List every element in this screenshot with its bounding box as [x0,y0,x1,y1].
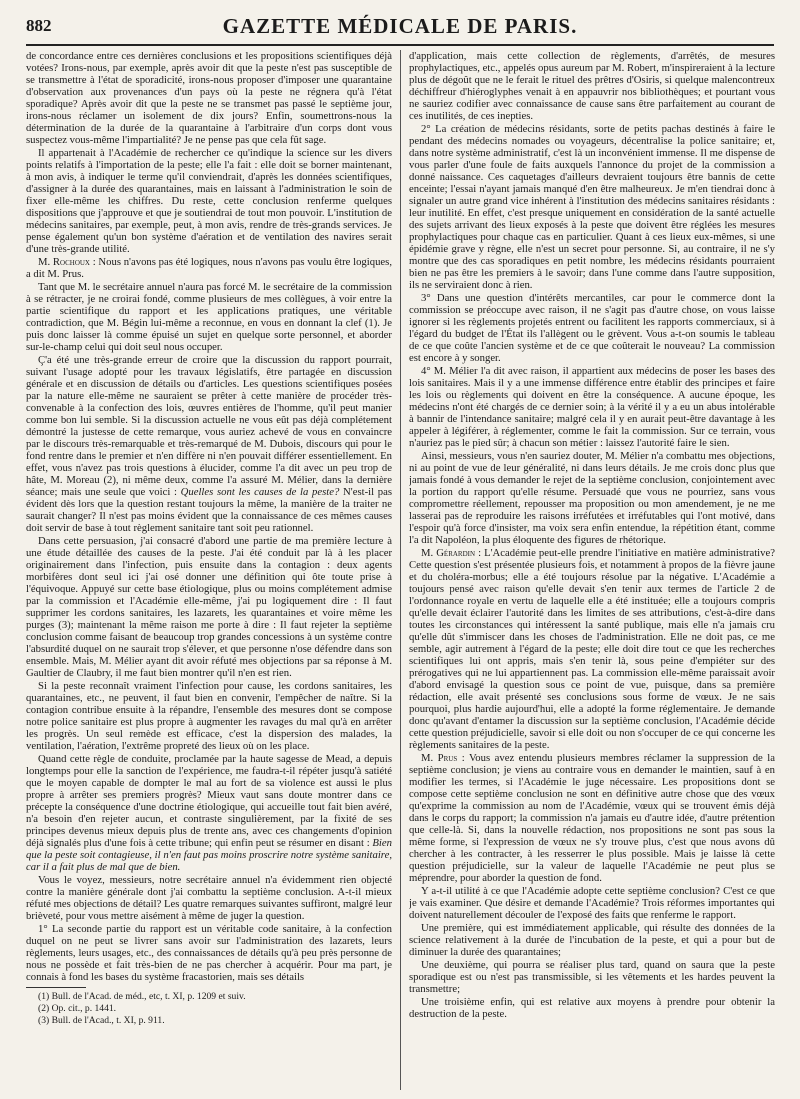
header-rule [26,44,774,46]
footnote: (1) Bull. de l'Acad. de méd., etc, t. XI, p. 1209 et suiv. [38,991,246,1002]
paragraph: Dans cette persuasion, j'ai consacré d'abord une partie de ma première lecture à une étude détaillée des causes de la peste. J'ai été conduit par là à les placer originairement dans l'infection, puis ensuite dans la contagion : deux agents morbifères dont seul ici j'ai osé donner une définition qui ôte toute prise à l'équivoque. Appuyé sur cette base étiologique, plus ou moins complétement admise par la commission et l'Académie elle-même, j'ai pu logiquement dire : Il faut supprimer les cordons sanitaires, les lazarets, les quarantaines et voire même les purges (3); maintenant la même raison me porte à dire : Il faut rejeter la septième conclusion comme faisant de beaucoup trop grandes concessions à un système contre l'absurdité duquel on ne saurait trop s'élever, et que personne n'ose défendre dans son ensemble. Mais, M. Mélier ayant dit avoir réfuté mes objections par sa réponse à M. Gaultier de Claubry, il me faut bien montrer qu'il n'en est rien. [26,535,392,679]
left-column [26,50,392,1090]
paragraph: Il appartenait à l'Académie de rechercher ce qu'indique la science sur les divers points relatifs à l'importation de la peste; elle l'a fait : elle doit se borner maintenant, à mon avis, à indiquer le terme qu'il conviendrait, d'après les données scientifiques, d'assigner à la durée des quarantaines, mais en laissant à l'administration le soin de fixer elle-même les chiffres. Du reste, cette conclusion renferme quelques dispositions que j'approuve et que je soutiendrai de tout mon pouvoir. L'institution de médecins sanitaires, par exemple, peut, à mon avis, rendre de très-grands services. Je pense également qu'un bon système d'aération et de ventilation des navires serait d'une très-grande utilité. [26,147,392,255]
paragraph: Ainsi, messieurs, vous n'en sauriez douter, M. Mélier n'a combattu mes objections, ni au point de vue de leur généralité, ni dans leurs détails. Je me crois donc plus que jamais fondé à vous demander le rejet de la septième conclusion, conjointement avec la portion du rapport qu'elle résume. Persuadé que vous ne pourriez, sans vous compromettre réellement, repousser ma proposition ou mon amendement, je ne me lasserai pas de reproduire les raisons irréfutées et irréfutables qui l'ont motivé, dans l'espoir qu'à force d'insister, ma voix sera enfin entendue, la répétition étant, comme l'a dit Napoléon, la plus éloquente des figures de rhétorique. [409,450,775,546]
paragraph: Une troisième enfin, qui est relative aux moyens à prendre pour obtenir la destruction de la peste. [409,996,775,1020]
paragraph: 3° Dans une question d'intérêts mercantiles, car pour le commerce dont la commission se préoccupe avec raison, il ne s'agit pas d'autre chose, on vous laisse ignorer si les règlements projetés entrent ou facilitent les rapports commerciaux, si à l'égard du budget de l'État ils l'allègent ou le grèvent. Vous a-t-on soumis le tableau de ce que coûte l'ancien système et de ce que coûterait le nouveau? La commission est encore à y songer. [409,292,775,364]
paragraph: Tant que M. le secrétaire annuel n'aura pas forcé M. le secrétaire de la commission à se rétracter, je ne croirai fondé, comme plusieurs de mes collègues, à voir entre la partie scientifique du rapport et les applications pratiques, une véritable contradiction, que M. Bégin lui-même a reconnue, en vous en donnant la clef (1). Je puis donc laisser là comme épuisé un sujet en quelque sorte personnel, et aborder sur-le-champ celui qui doit seul nous occuper. [26,281,392,353]
speaker-name: M. Rochoux [38,256,90,268]
italic-quote: Quelles sont les causes de la peste? [180,486,340,498]
paragraph: M. Gérardin : L'Académie peut-elle prendre l'initiative en matière administrative? Cette question s'est présentée plusieurs fois, et notamment à propos de la fièvre jaune et du choléra-morbus; elle a été toujours résolue par la négative. L'Académie a toujours pensé avec raison qu'elle devait s'en tenir aux termes de l'article 2 de l'ordonnance royale en vertu de laquelle elle a été instituée; elle a toujours compris qu'elle devait éclairer l'autorité dans les limites de ses attributions, c'est-à-dire dans toutes les circonstances qui intéressent la santé publique, mais elle n'a jamais cru qu'elle dût s'immiscer dans les choses de l'administration. Elle ne doit pas, ce me semble, agir autrement à l'égard de la peste; elle doit dire tout ce que les recherches scientifiques lui ont appris, mais s'en tenir là, sous peine d'empiéter sur des prérogatives qui ne lui appartiennent pas. La commission elle-même paraissait avoir d'abord envisagé la question sous ce point de vue, puisque, dans sa première rédaction, elle avait présenté ses conclusions sous forme de vœux. Je ne sais pourquoi, plus hardie aujourd'hui, elle a adopté la forme réglementaire. Je demande donc qu'avant d'entamer la discussion sur la septième conclusion, l'Académie décide cette question préjudicielle, savoir si elle doit ou non s'occuper de ce qui concerne les règlements sanitaires de la peste. [409,547,775,751]
paragraph: Une première, qui est immédiatement applicable, qui résulte des données de la science relativement à la durée de l'incubation de la peste, et qui a pour but de diminuer la durée des quarantaines; [409,922,775,958]
speaker-name: M. Gérardin [421,547,476,559]
footnote: (2) Op. cit., p. 1441. [38,1003,117,1014]
journal-title: GAZETTE MÉDICALE DE PARIS. [222,14,578,38]
column-divider [400,50,401,1090]
paragraph: Y a-t-il utilité à ce que l'Académie adopte cette septième conclusion? C'est ce que je vais examiner. Que désire et demande l'Académie? Trois réformes importantes qui doivent naturellement découler de l'exposé des faits que renferme le rapport. [409,885,775,921]
footnote: (3) Bull. de l'Acad., t. XI, p. 911. [38,1015,165,1026]
paragraph: de concordance entre ces dernières conclusions et les propositions scientifiques déjà votées? Irons-nous, par exemple, après avoir dit que la peste n'est pas susceptible de se transmettre à l'état de sporadicité, irons-nous proposer d'imposer une quarantaine d'observation aux provenances d'un pays où la peste ne régnera qu'à l'état sporadique? Après avoir dit que la peste ne se transmet pas passé le septième jour, irons-nous réclamer un isolement de dix jours? Enfin, soumettrons-nous la détermination de la durée de la quarantaine à l'arbitraire d'un corps dont vous suspectez vous-même l'impartialité? Je ne pense pas que cela fût sage. [26,50,392,146]
paragraph: d'application, mais cette collection de règlements, d'arrêtés, de mesures prophylactiques, etc., appelés opus aureum par M. Robert, m'inspireraient à la lecture plus de dégoût que ne le ferait le rituel des prêtres d'Osiris, si quelque malencontreux déchiffreur d'hiéroglyphes venait à en appauvrir nos bibliothèques; et pourtant vous ne sauriez codifier avec connaissance de cause sans être parfaitement au courant de ces inutilités, de ces inepties. [409,50,775,122]
speaker-name: M. Prus [421,752,458,764]
italic-quote: Bien que la peste soit contagieuse, il n'en faut pas moins proscrire notre système sanitaire, car il a fait plus de mal que de bien. [26,837,392,873]
paragraph: Quand cette règle de conduite, proclamée par la haute sagesse de Mead, a depuis longtemps pour elle la sanction de l'expérience, me faudra-t-il répéter jusqu'à satiété que le moyen capable de dompter le mal au fort de sa violence est aussi le plus propre à arrêter ses premiers progrès? Mieux vaut sans doute montrer dans ce précepte la conséquence d'une doctrine étiologique, qui accueille tout fait bien avéré, n'a besoin d'en rejeter aucun, et contraste singulièrement, par la fixité de ses principes devenus mieux depuis plus de trente ans, avec ces changements d'opinion déjà signalés plus d'une fois à cette tribune; qui enfin peut se résumer en disant : Bien que la peste soit contagieuse, il n'en faut pas moins proscrire notre système sanitaire, car il a fait plus de mal que de bien. [26,753,392,873]
paragraph: M. Prus : Vous avez entendu plusieurs membres réclamer la suppression de la septième conclusion; je viens au contraire vous en demander le maintien, sauf à en modifier les termes, si l'Académie le juge nécessaire. Les propositions dont se compose cette septième conclusion ne sont en définitive autre chose que des vœux qu'exprime la commission au nom de l'Académie, vœux qui se trouvent émis déjà dans le corps du rapport; la commission n'a jamais eu d'autre idée, d'autre prétention que celle-là. Si, dans la nouvelle rédaction, nos propositions ne sont pas sous la même forme, si l'expression de vœux ne s'y trouve plus, c'est que nous avons dû chercher à les contracter, à les resserrer le plus possible. Mais je laisse là cette question préjudicielle, sur la valeur de laquelle l'Académie ne peut plus se méprendre, pour aborder la question de fond. [409,752,775,884]
footnote-rule [26,987,86,988]
paragraph: Une deuxième, qui pourra se réaliser plus tard, quand on saura que la peste sporadique est ou n'est pas transmissible, si les vêtements et les hardes peuvent la transmettre; [409,959,775,995]
right-column [409,50,775,1090]
paragraph: Si la peste reconnaît vraiment l'infection pour cause, les cordons sanitaires, les quarantaines, etc., ne peuvent, il faut bien en convenir, l'empêcher de naître. Si la contagion contribue ensuite à la répandre, l'ensemble des mesures dont se compose notre police sanitaire est plus propre à augmenter les ravages du mal qu'à en arrêter les progrès. Un seul remède est efficace, c'est la dispersion des malades, la ventilation, l'aération, l'extrême propreté des lieux où on les place. [26,680,392,752]
paragraph: Ç'a été une très-grande erreur de croire que la discussion du rapport pourrait, suivant l'usage adopté pour les travaux législatifs, être partagée en discussion générale et en discussion de détails ou d'articles. Les questions scientifiques posées par la nature elle-même ne sauraient se prêter à cette manière de procéder très-convenable à la confection des lois, œuvres entières de l'homme, qu'il peut manier comme bon lui semble. Si la discussion actuelle ne vous eût pas déjà complétement démontré la justesse de cette remarque, vous auriez achevé de vous en convaincre par le discours très-remarquable et très-remarqué de M. Dubois, discours qui pour le fond rentre dans le premier et n'en diffère ni n'en pouvait différer essentiellement. En effet, vous n'avez pas trois questions à élucider, comme l'a dit avec un peu trop de hâte, M. Moreau (2), ni même deux, comme l'a assuré M. Mélier, dans la dernière séance; mais une seule que voici : Quelles sont les causes de la peste? N'est-il pas évident dès lors que la question restant toujours la même, la manière de la traiter ne saurait changer? Il n'est pas moins évident que la connaissance de ces mêmes causes doit servir de base à tout règlement sanitaire tant soit peu rationnel. [26,354,392,534]
paragraph: 1° La seconde partie du rapport est un véritable code sanitaire, à la confection duquel on ne peut se livrer sans avoir sur l'administration des lazarets, leurs règlements, leurs usages, etc., des connaissances de détails qu'à peu près personne de nous ne possède et fait très-bien de ne pas chercher à acquérir. Pour ma part, je connais à fond les bases du système fracastorien, mais ses détails [26,923,392,983]
paragraph: 2° La création de médecins résidants, sorte de petits pachas destinés à faire le pendant des médecins nomades ou voyageurs, décentralise la police sanitaire; et, dans notre système administratif, c'est là un inconvénient immense. Il me dispense de vous parler d'une foule de faits auxquels l'annonce du projet de la commission a donné naissance. Ces caquetages d'ailleurs devraient toujours être bannis de cette enceinte; l'essai n'ayant jamais manqué d'en être malheureux. Je m'en tiendrai donc à signaler un autre grand vice inhérent à l'institution des médecins sanitaires résidants : leur inutilité. En effet, c'est presque uniquement en considération de la santé actuelle des sujets arrivant des lieux exposés à la peste que doivent être réglées les mesures prophylactiques pour chaque cas en particulier. Quant à ces lieux eux-mêmes, si une épidémie grave y règne, elle n'est un secret pour personne. Si, au contraire, il ne s'y montre que des cas sporadiques en petit nombre, les médecins résidants pourraient bien ne pas être les premiers à le savoir; dans l'une comme dans l'autre supposition, ils ne serviraient donc à rien. [409,123,775,291]
page-number: 882 [26,16,52,35]
page-header [26,14,774,44]
paragraph: M. Rochoux : Nous n'avons pas été logiques, nous n'avons pas voulu être logiques, a dit M. Prus. [26,256,392,280]
paragraph: 4° M. Mélier l'a dit avec raison, il appartient aux médecins de poser les bases des lois sanitaires. Mais il y a une immense différence entre établir des principes et faire les lois ou règlements qui doivent en être la conséquence. A aucune époque, les médecins n'ont été chargés de ce dernier soin; à la vérité il y a eu un abus intolérable à bannir de l'intendance sanitaire; malgré cela il y en aurait peut-être davantage à les appeler à légiférer, à réglementer, comme le fait la commission. Sur ce terrain, vous n'auriez pas le pied sûr; à chacun son métier : laissez l'autorité faire le sien. [409,365,775,449]
paragraph: Vous le voyez, messieurs, notre secrétaire annuel n'a évidemment rien objecté contre la manière générale dont j'ai combattu la septième conclusion. A-t-il mieux réfuté mes objections de détail? Les quatre remarques suivantes suffiront, malgré leur brièveté, pour vous mettre aisément à même de juger la question. [26,874,392,922]
